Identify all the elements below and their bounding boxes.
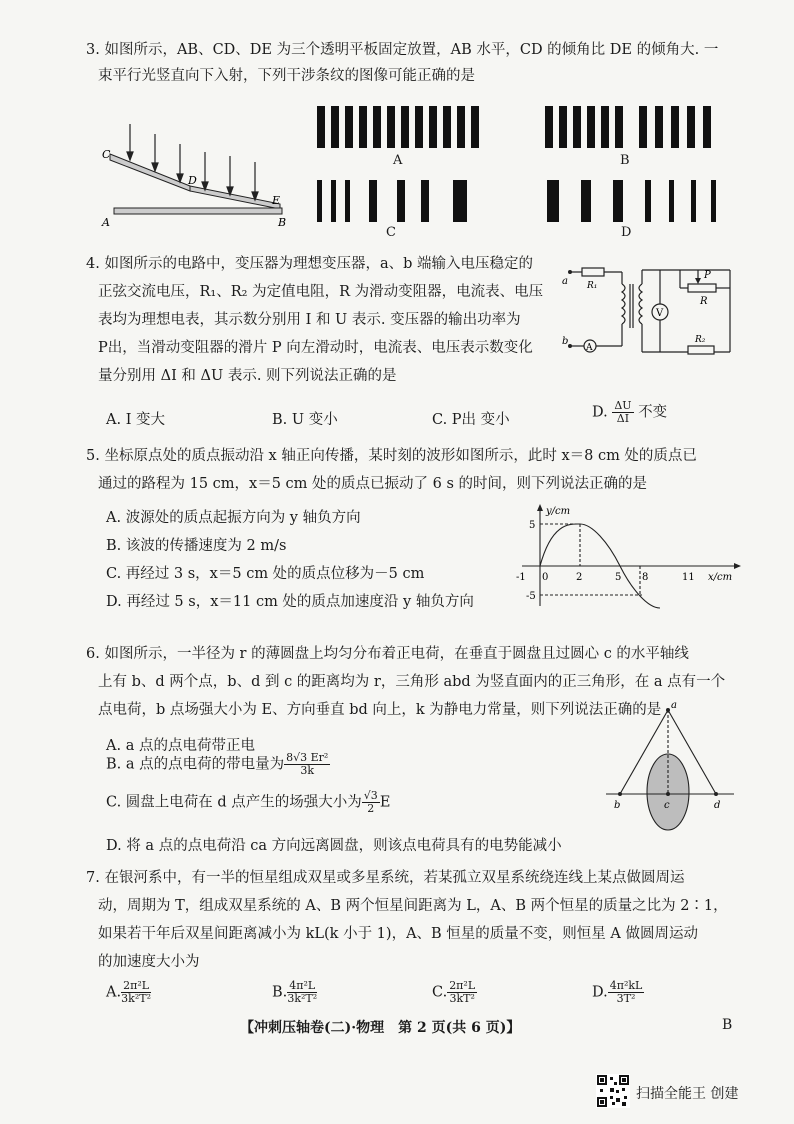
- q4-option-b: B. U 变小: [272, 412, 338, 428]
- q3-label-B: B: [278, 216, 287, 229]
- q5-option-b: B. 该波的传播速度为 2 m/s: [106, 538, 287, 554]
- graph-tick-xn1: -1: [516, 572, 526, 583]
- q7-option-b: B. $\frac{\text{4π²L}}{\text{3k²T²}}$: [272, 979, 318, 1005]
- q4-option-c: C. P出 变小: [432, 412, 510, 428]
- q6-line-3: 点电荷，b 点场强大小为 E、方向垂直 bd 向上，k 为静电力常量，则下列说法正确的是: [98, 702, 662, 718]
- scanner-watermark: 扫描全能王 创建: [636, 1086, 739, 1102]
- q4-line-2: 正弦交流电压，R₁、R₂ 为定值电阻，R 为滑动变阻器，电流表、电压: [98, 284, 544, 300]
- q7-line-1: 7. 在银河系中，有一半的恒星组成双星或多星系统，若某孤立双星系统绕连线上某点做圆周运: [86, 870, 685, 886]
- q5-option-d: D. 再经过 5 s，x＝11 cm 处的质点加速度沿 y 轴负方向: [106, 594, 474, 610]
- circuit-label-P: P: [704, 270, 711, 281]
- graph-tick-x8: 8: [642, 572, 649, 583]
- fringe-label-c: C: [386, 225, 396, 240]
- graph-tick-x11: 11: [682, 572, 695, 583]
- graph-tick-y5: 5: [529, 520, 536, 531]
- fig-label-c: c: [664, 800, 670, 811]
- q4-circuit-diagram: [560, 258, 740, 358]
- q4-line-5: 量分别用 ΔI 和 ΔU 表示. 则下列说法正确的是: [98, 368, 397, 384]
- q7-option-d: D. $\frac{\text{4π²kL}}{\text{3T²}}$: [592, 979, 643, 1005]
- q3-line-1: 3. 如图所示，AB、CD、DE 为三个透明平板固定放置，AB 水平，CD 的倾角比 DE 的倾角大. 一: [86, 42, 719, 58]
- circuit-label-R1: R₁: [587, 281, 598, 291]
- q3-label-A: A: [102, 216, 110, 229]
- circuit-label-R2: R₂: [695, 335, 706, 345]
- q4-option-a: A. I 变大: [106, 412, 166, 428]
- q7-line-2: 动，周期为 T，组成双星系统的 A、B 两个恒星间距离为 L，A、B 两个恒星的质量之比为 2∶1，: [98, 898, 728, 914]
- circuit-label-b: b: [562, 336, 569, 347]
- fringe-pattern-a: [315, 104, 485, 150]
- fig-label-d: d: [714, 800, 721, 811]
- graph-tick-x2: 2: [576, 572, 583, 583]
- q5-wave-graph: [512, 502, 742, 612]
- q3-label-C: C: [102, 148, 111, 161]
- fringe-label-b: B: [620, 153, 630, 168]
- q5-line-2: 通过的路程为 15 cm，x＝5 cm 处的质点已振动了 6 s 的时间，则下列说法正确的是: [98, 476, 648, 492]
- q4-line-1: 4. 如图所示的电路中，变压器为理想变压器，a、b 端输入电压稳定的: [86, 256, 533, 272]
- q6-line-1: 6. 如图所示，一半径为 r 的薄圆盘上均匀分布着正电荷，在垂直于圆盘且过圆心 c 的水平轴线: [86, 646, 689, 662]
- fringe-pattern-b: [543, 104, 718, 150]
- q5-line-1: 5. 坐标原点处的质点振动沿 x 轴正向传播，某时刻的波形如图所示，此时 x＝8 cm 处的质点已: [86, 448, 697, 464]
- q7-line-4: 的加速度大小为: [98, 954, 200, 970]
- paper-version-mark: B: [722, 1017, 733, 1033]
- fringe-pattern-d: [545, 178, 720, 224]
- q3-label-D: D: [188, 174, 197, 187]
- fig-label-b: b: [614, 800, 621, 811]
- graph-ylabel: y/cm: [546, 506, 571, 517]
- q6-option-a: A. a 点的点电荷带正电: [106, 738, 255, 754]
- q7-option-c: C. $\frac{\text{2π²L}}{\text{3kT²}}$: [432, 979, 476, 1005]
- fig-label-a: a: [671, 700, 677, 711]
- q4-line-3: 表均为理想电表，其示数分别用 I 和 U 表示. 变压器的输出功率为: [98, 312, 521, 328]
- circuit-voltmeter-V: V: [656, 308, 664, 319]
- q6-disk-triangle-figure: [600, 700, 740, 835]
- graph-tick-x0: 0: [542, 572, 549, 583]
- q6-line-2: 上有 b、d 两个点，b、d 到 c 的距离均为 r，三角形 abd 为竖直面内的正三角形，在 a 点有一个: [98, 674, 726, 690]
- circuit-label-a: a: [562, 276, 568, 287]
- graph-tick-x5: 5: [615, 572, 622, 583]
- circuit-ammeter-A: A: [586, 343, 593, 353]
- circuit-label-R: R: [700, 296, 708, 307]
- q3-line-2: 束平行光竖直向下入射，下列干涉条纹的图像可能正确的是: [98, 68, 475, 84]
- fringe-pattern-c: [315, 178, 485, 224]
- q3-plates-figure: [100, 118, 300, 233]
- fringe-label-a: A: [393, 153, 403, 168]
- graph-xlabel: x/cm: [708, 572, 733, 583]
- graph-tick-yn5: -5: [526, 591, 536, 602]
- q3-label-E: E: [272, 194, 281, 207]
- q6-option-d: D. 将 a 点的点电荷沿 ca 方向远离圆盘，则该点电荷具有的电势能减小: [106, 838, 562, 854]
- qr-code-icon: [596, 1074, 630, 1108]
- q4-line-4: P出，当滑动变阻器的滑片 P 向左滑动时，电流表、电压表示数变化: [98, 340, 533, 356]
- q5-option-a: A. 波源处的质点起振方向为 y 轴负方向: [106, 510, 361, 526]
- q4-option-d: D. $\frac{\Delta U}{\Delta I}$ 不变: [592, 399, 668, 425]
- q6-option-c: C. 圆盘上电荷在 d 点产生的场强大小为 $\frac{√3}{2}$ E: [106, 789, 391, 815]
- q6-option-b: B. a 点的点电荷的带电量为 $\frac{\text{8√3 Er²}}{3k}$: [106, 751, 329, 777]
- q7-option-a: A. $\frac{\text{2π²L}}{\text{3k²T²}}$: [106, 979, 151, 1005]
- q7-line-3: 如果若干年后双星间距离减小为 kL(k 小于 1)，A、B 恒星的质量不变，则恒星 A 做圆周运动: [98, 926, 698, 942]
- q5-option-c: C. 再经过 3 s，x＝5 cm 处的质点位移为－5 cm: [106, 566, 425, 582]
- fringe-label-d: D: [621, 225, 632, 240]
- page-footer: 【冲刺压轴卷(二)·物理 第 2 页(共 6 页)】: [240, 1020, 521, 1036]
